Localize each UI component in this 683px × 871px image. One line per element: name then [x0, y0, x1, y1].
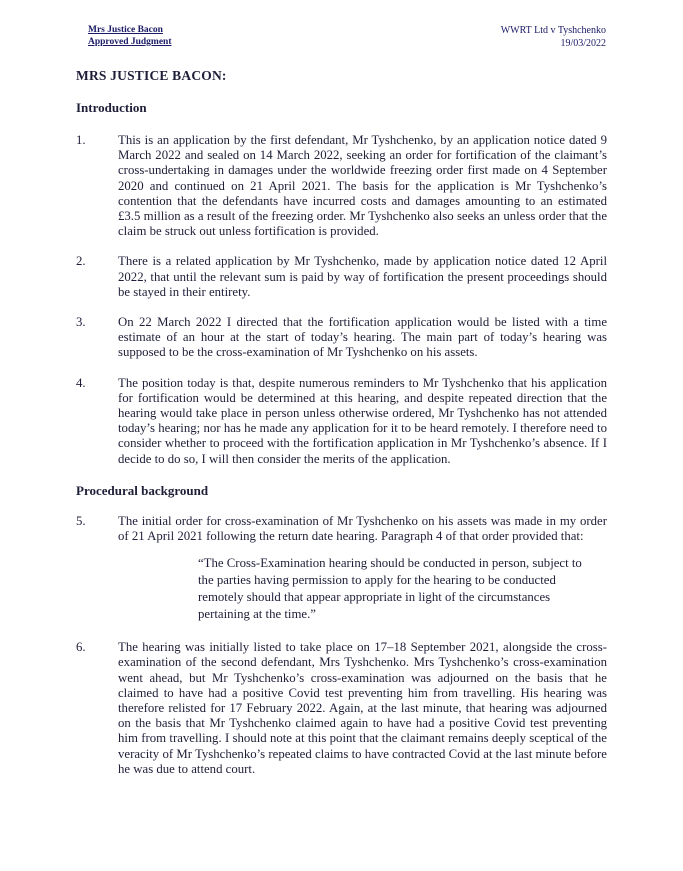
paragraph-4	[76, 376, 607, 467]
paragraph-text: The position today is that, despite numerous reminders to Mr Tyshchenko that his application for fortification would be determined at this hearing, and despite repeated direction that the hearing would take place in person unless otherwise ordered, Mr Tyshchenko has not attended today’s hearing; nor has he made any application for it to be heard remotely. I therefore need to consider whether to proceed with the fortification application in Mr Tyshchenko’s absence. If I decide to do so, I will then consider the merits of the application.	[118, 375, 607, 466]
header-right-block	[501, 24, 606, 50]
paragraph-6	[76, 640, 607, 777]
paragraph-text: On 22 March 2022 I directed that the fortification application would be listed with a time estimate of an hour at the start of today’s hearing. The main part of today’s hearing was supposed to be the cross-examination of Mr Tyshchenko on his assets.	[118, 315, 607, 360]
header-left-block	[88, 24, 172, 48]
approved-judgment-label: Approved Judgment	[88, 37, 172, 47]
paragraph-number: 4.	[76, 375, 86, 390]
running-header	[0, 0, 683, 50]
judgment-body	[0, 68, 683, 777]
paragraph-text: The hearing was initially listed to take place on 17–18 September 2021, alongside the cross-examination of the second defendant, Mrs Tyshchenko. Mrs Tyshchenko’s cross-examination went ahead, but Mr Tyshchenko’s cross-examination was adjourned on the basis that he claimed to have had a positive Covid test preventing him from travelling. His hearing was therefore relisted for 17 February 2022. Again, at the last minute, that hearing was adjourned on the basis that Mr Tyshchenko claimed again to have had a positive Covid test preventing him from travelling. I should note at this point that the claimant remains deeply sceptical of the veracity of Mr Tyshchenko’s repeated claims to have contracted Covid at the last minute before he was due to attend court.	[118, 640, 607, 776]
paragraph-text: The initial order for cross-examination of Mr Tyshchenko on his assets was made in my order of 21 April 2021 following the return date hearing. Paragraph 4 of that order provided that:	[118, 513, 607, 544]
judge-title-heading: MRS JUSTICE BACON:	[76, 68, 227, 83]
case-name: WWRT Ltd v Tyshchenko	[500, 25, 606, 36]
paragraph-1	[76, 133, 607, 239]
paragraph-number: 2.	[76, 254, 86, 269]
paragraph-text: There is a related application by Mr Tyshchenko, made by application notice dated 12 April 2022, that until the relevant sum is paid by way of fortification the present proceedings should be stayed in their entirety.	[118, 254, 607, 299]
paragraph-2	[76, 254, 607, 300]
paragraph-text: This is an application by the first defendant, Mr Tyshchenko, by an application notice dated 9 March 2022 and sealed on 14 March 2022, seeking an order for fortification of the claimant’s cross-undertaking in damages under the worldwide freezing order first made on 4 September 2020 and continued on 21 April 2021. The basis for the application is Mr Tyshchenko’s contention that the defendants have incurred costs and damages amounting to an estimated £3.5 million as a result of the freezing order. Mr Tyshchenko also seeks an unless order that the claim be struck out unless fortification is provided.	[118, 133, 607, 239]
paragraph-number: 6.	[76, 640, 86, 655]
judgment-date: 19/03/2022	[560, 38, 606, 49]
paragraph-3	[76, 315, 607, 361]
section-heading-introduction: Introduction	[76, 100, 147, 115]
paragraph-number: 3.	[76, 315, 86, 330]
paragraph-5	[76, 514, 607, 544]
paragraph-number: 5.	[76, 513, 86, 528]
order-block-quote: “The Cross-Examination hearing should be conducted in person, subject to the parties having permission to apply for the hearing to be conducted remotely should that appear appropriate in light of the circumstances pertaining at the time.”	[198, 556, 582, 622]
judge-name: Mrs Justice Bacon	[88, 25, 163, 35]
section-heading-procedural-background: Procedural background	[76, 482, 209, 498]
paragraph-number: 1.	[76, 133, 86, 147]
